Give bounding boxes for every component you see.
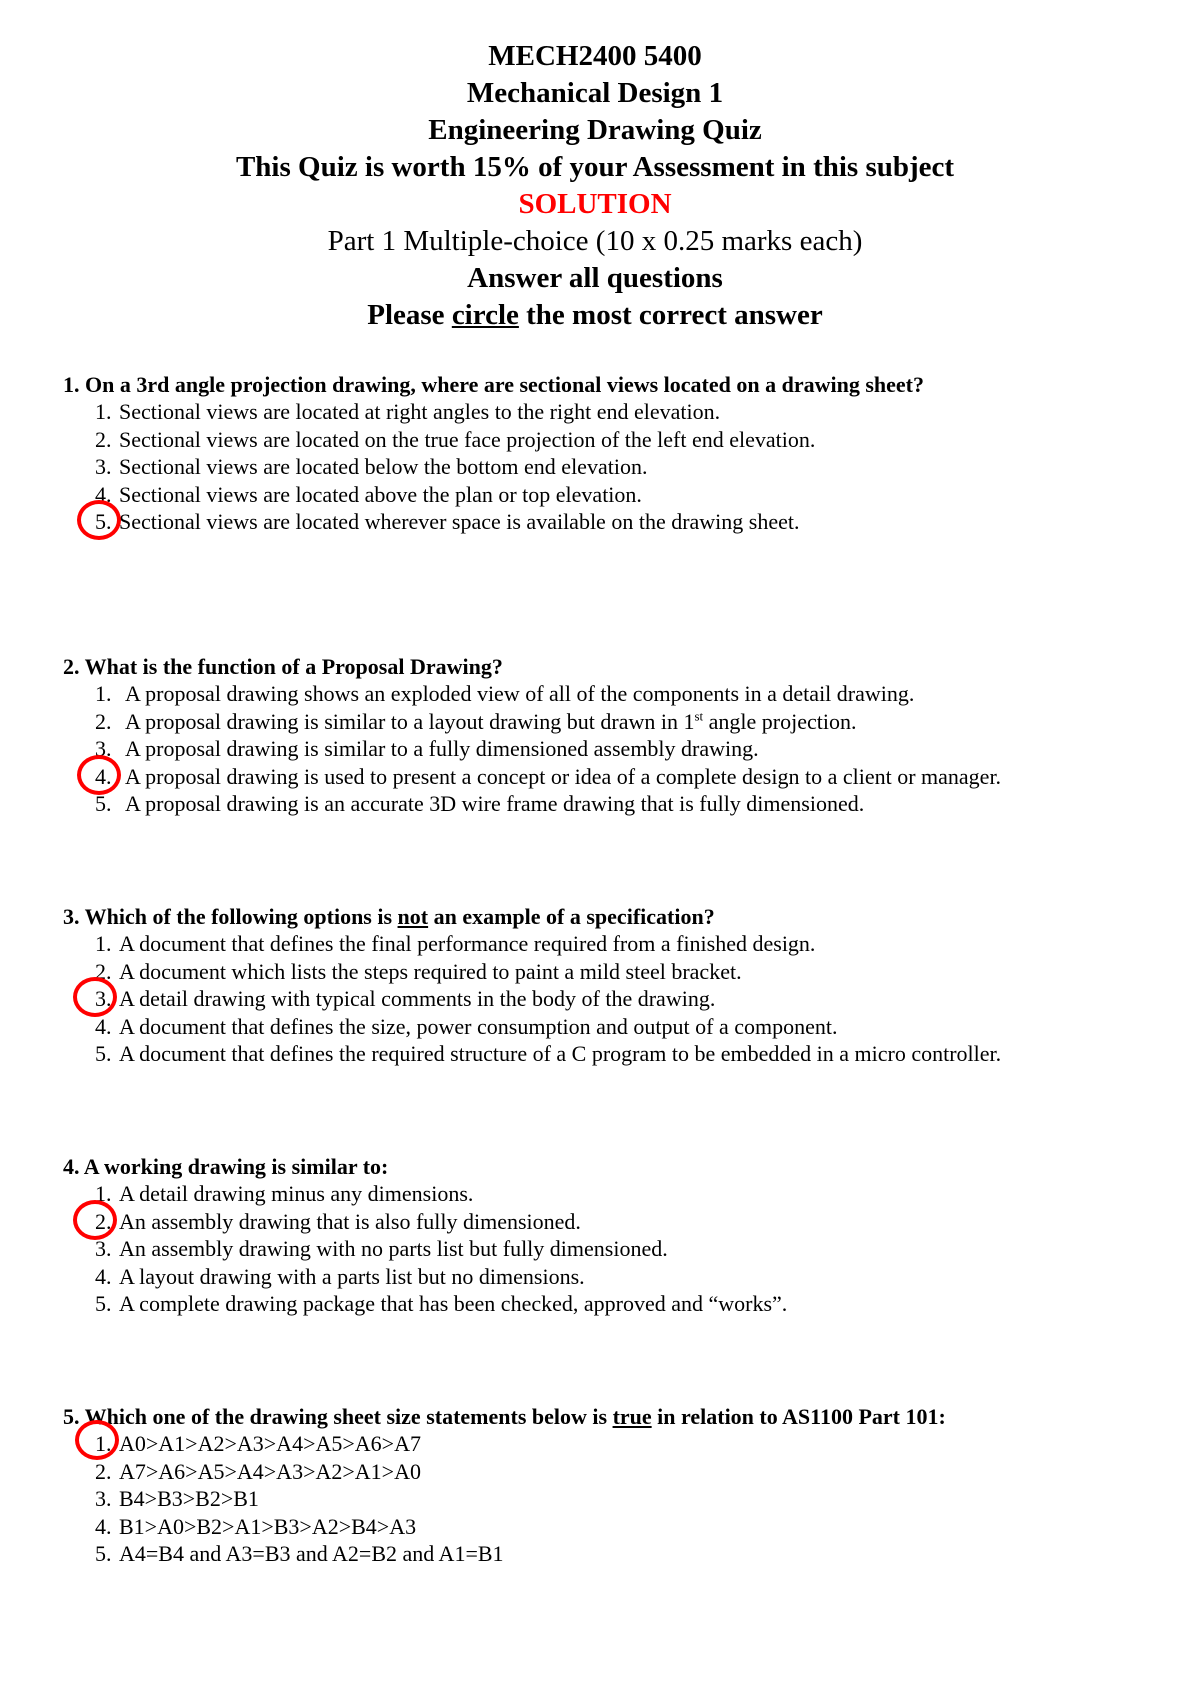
instruction-circle: Please circle the most correct answer (367, 299, 823, 331)
option[interactable]: 5. A complete drawing package that has been checked, approved and “works”. (95, 1291, 788, 1317)
subject-name: Mechanical Design 1 (466, 77, 724, 109)
assessment-worth: This Quiz is worth 15% of your Assessment in this subject (235, 151, 955, 183)
answer-circle (77, 755, 121, 795)
question-title: 5. Which one of the drawing sheet size statements below is true in relation to AS1100 Part 101: (63, 1404, 946, 1429)
option[interactable]: 5. A document that defines the required structure of a C program to be embedded in a micro controller. (95, 1041, 1002, 1067)
option[interactable]: 1. A document that defines the final performance required from a finished design. (95, 931, 816, 956)
option[interactable]: 5. A4=B4 and A3=B3 and A2=B2 and A1=B1 (95, 1541, 504, 1567)
course-code: MECH2400 5400 (488, 40, 702, 72)
option[interactable]: 4. Sectional views are located above the plan or top elevation. (95, 481, 642, 507)
option[interactable]: 4. A document that defines the size, power consumption and output of a component. (95, 1013, 838, 1039)
option[interactable]: 3. Sectional views are located below the bottom end elevation. (95, 454, 648, 480)
option[interactable]: 5. A proposal drawing is an accurate 3D wire frame drawing that is fully dimensioned. (95, 791, 865, 817)
answer-circle (73, 1200, 117, 1240)
option-answer[interactable]: 2. An assembly drawing that is also fully dimensioned. (63, 1208, 1173, 1236)
question-3 (63, 904, 1173, 1068)
option[interactable]: 2. A proposal drawing is similar to a layout drawing but drawn in 1st angle projection. (95, 708, 857, 734)
part-description: Part 1 Multiple-choice (10 x 0.25 marks each) (327, 225, 863, 257)
instruction-answer-all: Answer all questions (467, 262, 723, 294)
option[interactable]: 1. A detail drawing minus any dimensions. (95, 1181, 474, 1206)
question-2 (63, 654, 1173, 818)
question-title: 2. What is the function of a Proposal Drawing? (63, 654, 503, 679)
question-1 (63, 372, 1173, 536)
question-title: 3. Which of the following options is not an example of a specification? (63, 904, 715, 929)
option[interactable]: 2. Sectional views are located on the true face projection of the left end elevation. (95, 426, 816, 452)
option[interactable]: 3. A proposal drawing is similar to a fully dimensioned assembly drawing. (95, 736, 759, 762)
question-5 (63, 1404, 1173, 1568)
quiz-title: Engineering Drawing Quiz (428, 114, 762, 146)
option[interactable]: 1. A proposal drawing shows an exploded view of all of the components in a detail drawing. (95, 681, 915, 706)
answer-circle (75, 1420, 119, 1460)
option[interactable]: 4. B1>A0>B2>A1>B3>A2>B4>A3 (95, 1513, 417, 1539)
option-answer[interactable]: 3. A detail drawing with typical comments in the body of the drawing. (63, 985, 1173, 1013)
solution-label: SOLUTION (518, 188, 672, 220)
question-title: 1. On a 3rd angle projection drawing, where are sectional views located on a drawing sheet? (63, 372, 925, 397)
question-title: 4. A working drawing is similar to: (63, 1154, 389, 1179)
option[interactable]: 4. A layout drawing with a parts list but no dimensions. (95, 1263, 585, 1289)
option-answer[interactable]: 4. A proposal drawing is used to present a concept or idea of a complete design to a client or manager. (63, 763, 1173, 791)
option[interactable]: 3. B4>B3>B2>B1 (95, 1486, 259, 1512)
answer-circle (73, 977, 117, 1017)
option[interactable]: 3. An assembly drawing with no parts list but fully dimensioned. (95, 1236, 668, 1262)
quiz-header (0, 38, 1190, 334)
option[interactable]: 2. A7>A6>A5>A4>A3>A2>A1>A0 (95, 1458, 421, 1484)
question-4 (63, 1154, 1173, 1318)
option[interactable]: 1. Sectional views are located at right angles to the right end elevation. (95, 399, 721, 424)
option[interactable]: 2. A document which lists the steps required to paint a mild steel bracket. (95, 958, 742, 984)
option-answer[interactable]: 1. A0>A1>A2>A3>A4>A5>A6>A7 (63, 1430, 1173, 1458)
option-answer[interactable]: 5. Sectional views are located wherever space is available on the drawing sheet. (63, 508, 1173, 536)
